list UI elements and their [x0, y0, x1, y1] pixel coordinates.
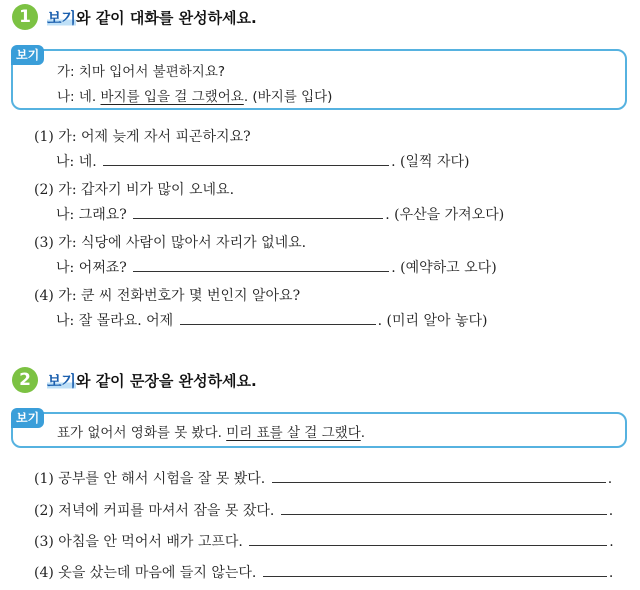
- s1-item-4-question: [34, 285, 300, 305]
- section-2-example-tag: 보기: [11, 408, 44, 428]
- example-line-2-suffix: . (바지를 입다): [243, 89, 333, 105]
- s1-item-4-blank[interactable]: [180, 310, 376, 325]
- section-2-number-badge: 2: [12, 367, 38, 393]
- s2-item-4-text: 옷을 샀는데 마음에 들지 않는다.: [58, 565, 257, 581]
- s2-item-4: [34, 562, 613, 582]
- example-answer: 바지를 입을 걸 그랬어요: [100, 89, 244, 105]
- section-1-instruction-text: 와 같이 대화를 완성하세요.: [75, 8, 257, 27]
- s1-item-2-question: [34, 179, 234, 199]
- s1-item-1-line-a: 가: 어제 늦게 자서 피곤하지요?: [58, 129, 251, 145]
- s2-item-2-end: .: [608, 503, 614, 519]
- s1-item-1-blank[interactable]: [103, 151, 389, 166]
- s1-item-1-hint: . (일찍 자다): [391, 154, 470, 170]
- s1-item-4-number: (4): [34, 288, 54, 304]
- section-1-header: [12, 4, 257, 30]
- s1-item-3-blank[interactable]: [133, 257, 389, 272]
- s2-example-prefix: 표가 없어서 영화를 못 봤다.: [57, 425, 227, 441]
- s1-item-2-blank[interactable]: [133, 204, 383, 219]
- s1-item-2-hint: . (우산을 가져오다): [385, 207, 505, 223]
- s1-item-1-question: [34, 126, 251, 146]
- s2-example-suffix: .: [360, 425, 366, 441]
- section-2-header: [12, 367, 257, 393]
- section-1-example-tag: 보기: [11, 45, 44, 65]
- s2-item-2-blank[interactable]: [281, 500, 607, 515]
- section-2-example-box: [11, 412, 627, 448]
- s2-item-1-number: (1): [34, 471, 54, 487]
- s2-item-1-blank[interactable]: [272, 468, 606, 483]
- s1-item-1-answer-line: [56, 151, 470, 171]
- section-2-key-word: 보기: [47, 371, 76, 390]
- section-1-example-line-1: 가: 치마 입어서 불편하지요?: [57, 64, 226, 80]
- s2-item-3-number: (3): [34, 534, 54, 550]
- s2-item-2: [34, 500, 613, 520]
- s1-item-1-line-b-prefix: 나: 네.: [56, 154, 97, 170]
- s1-item-3-question: [34, 232, 306, 252]
- s2-item-4-end: .: [608, 565, 614, 581]
- s2-item-4-number: (4): [34, 565, 54, 581]
- s1-item-2-answer-line: [56, 204, 504, 224]
- s1-item-3-number: (3): [34, 235, 54, 251]
- s2-item-1-end: .: [607, 471, 613, 487]
- section-2-example-line: [57, 421, 365, 441]
- s1-item-2-line-b-prefix: 나: 그래요?: [56, 207, 127, 223]
- s1-item-4-line-a: 가: 쿤 씨 전화번호가 몇 번인지 알아요?: [58, 288, 301, 304]
- s1-item-2-line-a: 가: 갑자기 비가 많이 오네요.: [58, 182, 235, 198]
- s1-item-3-answer-line: [56, 257, 497, 277]
- s1-item-4-answer-line: [56, 310, 488, 330]
- s1-item-3-hint: . (예약하고 오다): [391, 260, 497, 276]
- s2-item-3-end: .: [609, 534, 614, 550]
- s1-item-2-number: (2): [34, 182, 54, 198]
- s2-item-1: [34, 468, 612, 488]
- section-2-instruction-text: 와 같이 문장을 완성하세요.: [75, 371, 257, 390]
- s2-item-2-number: (2): [34, 503, 54, 519]
- s2-item-3-blank[interactable]: [249, 531, 607, 546]
- example-line-2-prefix: 나: 네.: [57, 89, 101, 105]
- section-1-example-line-2: [57, 85, 332, 105]
- s2-item-3-text: 아침을 안 먹어서 배가 고프다.: [58, 534, 243, 550]
- section-1-example-box: [11, 49, 627, 110]
- section-1-key-word: 보기: [47, 8, 76, 27]
- s1-item-3-line-a: 가: 식당에 사람이 많아서 자리가 없네요.: [58, 235, 307, 251]
- s2-item-4-blank[interactable]: [263, 562, 607, 577]
- s1-item-1-number: (1): [34, 129, 54, 145]
- section-1-number-badge: 1: [12, 4, 38, 30]
- s1-item-4-hint: . (미리 알아 놓다): [377, 313, 488, 329]
- s1-item-3-line-b-prefix: 나: 어쩌죠?: [56, 260, 127, 276]
- s2-item-3: [34, 531, 614, 551]
- s1-item-4-line-b-prefix: 나: 잘 몰라요. 어제: [56, 313, 174, 329]
- s2-item-2-text: 저녁에 커피를 마셔서 잠을 못 잤다.: [58, 503, 275, 519]
- s2-item-1-text: 공부를 안 해서 시험을 잘 못 봤다.: [58, 471, 266, 487]
- section-1-instruction: [47, 7, 257, 28]
- s2-example-answer: 미리 표를 살 걸 그랬다: [226, 425, 361, 441]
- section-2-instruction: [47, 370, 257, 391]
